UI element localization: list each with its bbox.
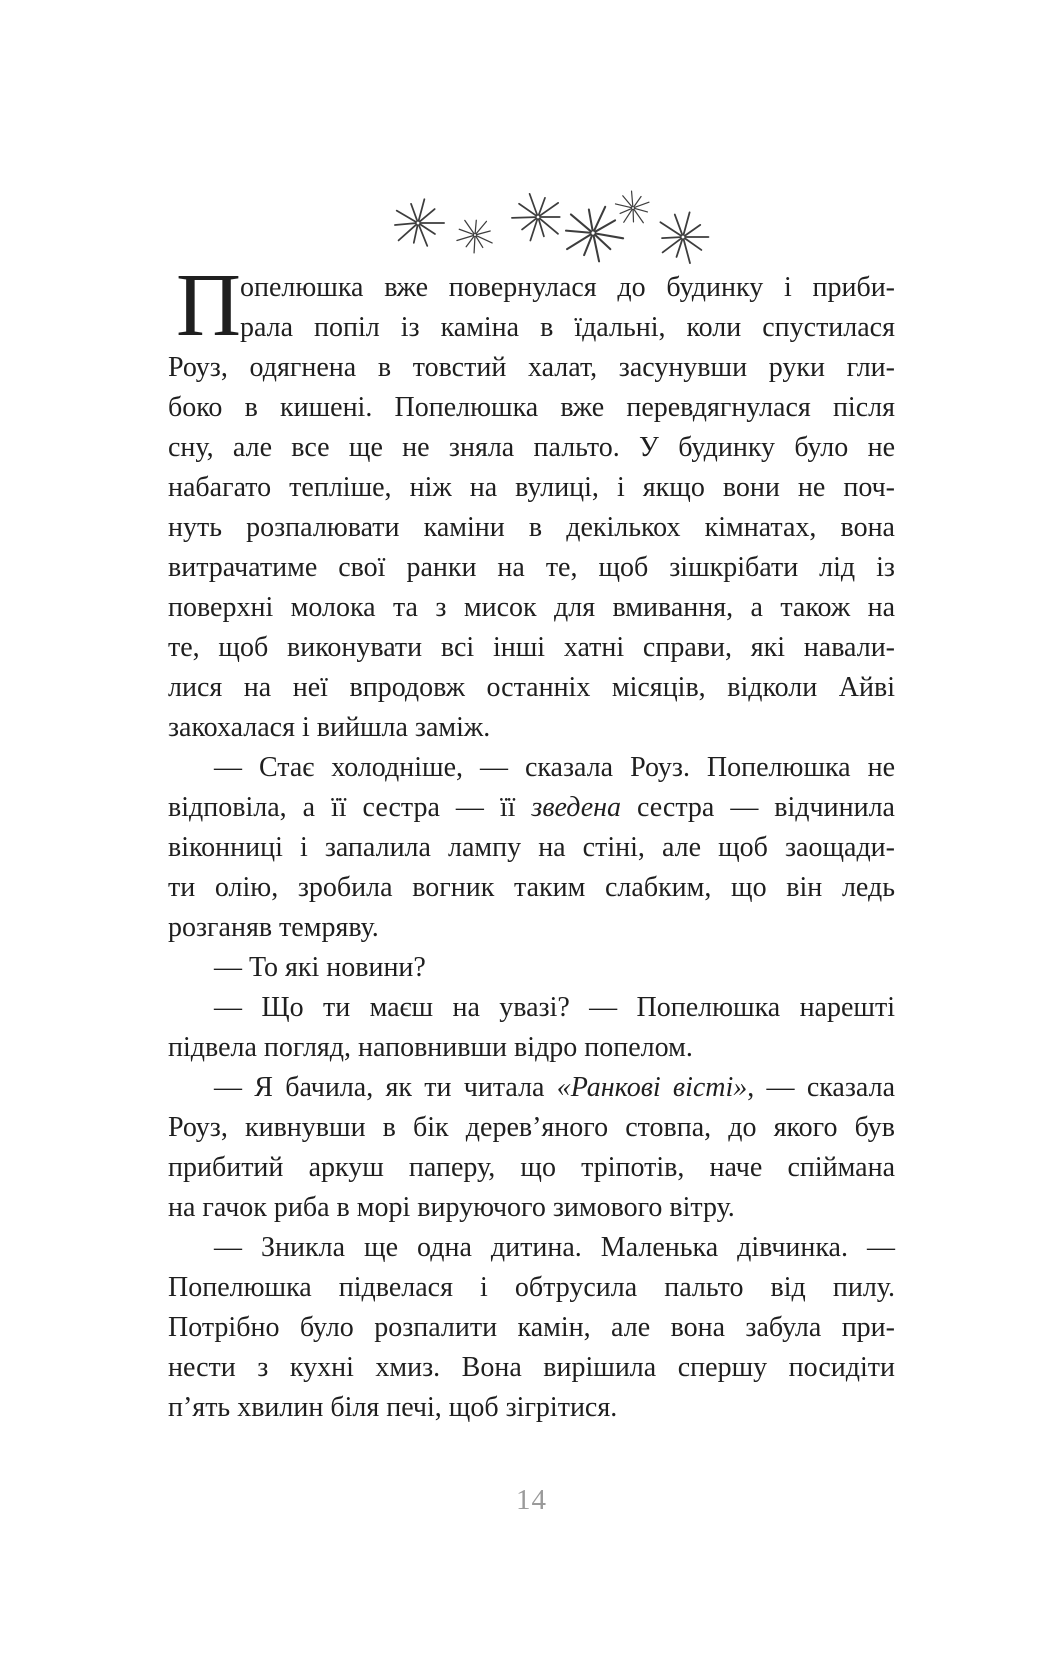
text-segment: підвела погляд, наповнивши відро попелом. — [168, 1032, 693, 1063]
paragraph — [168, 748, 895, 948]
paragraph — [168, 1228, 895, 1428]
paragraph — [168, 1068, 895, 1228]
text-segment: витрачатиме свої ранки на те, щоб зішкрібати лід із — [168, 552, 895, 583]
text-segment: нуть розпалювати каміни в декількох кімнатах, вона — [168, 512, 895, 543]
paragraph — [168, 256, 895, 748]
text-segment: боко в кишені. Попелюшка вже перевдягнулася після — [168, 392, 895, 423]
text-line — [168, 868, 895, 908]
text-line — [168, 828, 895, 868]
text-segment: прибитий аркуш паперу, що тріпотів, наче спіймана — [168, 1152, 895, 1183]
paragraph — [168, 988, 895, 1068]
text-segment: віконниці і запалила лампу на стіні, але щоб заощади- — [168, 832, 895, 863]
text-segment: Попелюшка підвелася і обтрусила пальто від пилу. — [168, 1272, 895, 1303]
text-segment: , — сказала — [747, 1072, 895, 1103]
text-segment: — То які новини? — [214, 952, 426, 983]
text-line — [168, 468, 895, 508]
text-line — [168, 668, 895, 708]
text-line — [168, 348, 895, 388]
text-line — [168, 388, 895, 428]
text-line — [168, 628, 895, 668]
italic-text: зведена — [531, 792, 622, 823]
text-segment: відповіла, а її сестра — її — [168, 792, 532, 823]
text-segment: лися на неї впродовж останніх місяців, відколи Айві — [168, 672, 895, 703]
italic-text: «Ранкові вісті» — [556, 1072, 748, 1103]
text-line — [168, 1028, 895, 1068]
text-line — [168, 1268, 895, 1308]
text-segment: опелюшка вже повернулася до будинку і приби- — [240, 272, 895, 303]
text-line — [168, 1108, 895, 1148]
text-segment: ти олію, зробила вогник таким слабким, що він ледь — [168, 872, 895, 903]
text-line — [168, 1228, 895, 1268]
text-line — [168, 1348, 895, 1388]
text-segment: — Зникла ще одна дитина. Маленька дівчинка. — — [214, 1232, 895, 1263]
paragraph — [168, 948, 895, 988]
text-line — [168, 308, 895, 348]
text-line — [168, 588, 895, 628]
text-line — [168, 948, 895, 988]
text-line — [168, 1188, 895, 1228]
text-segment: сестра — відчинила — [621, 792, 895, 823]
text-line — [168, 548, 895, 588]
text-line — [168, 748, 895, 788]
text-segment: — Що ти маєш на увазі? — Попелюшка нарешті — [214, 992, 895, 1023]
sparkle-star-icon — [389, 194, 447, 252]
text-segment: нести з кухні хмиз. Вона вирішила спершу посидіти — [168, 1352, 895, 1383]
sparkle-star-icon — [447, 207, 503, 263]
page-text — [168, 256, 895, 1428]
text-segment: сну, але все ще не зняла пальто. У будинку було не — [168, 432, 895, 463]
text-segment: те, щоб виконувати всі інші хатні справи, які навали- — [168, 632, 895, 663]
text-segment: рала попіл із каміна в їдальні, коли спустилася — [240, 312, 895, 343]
text-line — [168, 268, 895, 308]
text-line — [168, 788, 895, 828]
text-segment: — Стає холодніше, — сказала Роуз. Попелюшка не — [214, 752, 895, 783]
text-segment: Роуз, кивнувши в бік дерев’яного стовпа, до якого був — [168, 1112, 895, 1143]
text-segment: розганяв темряву. — [168, 912, 379, 943]
text-segment: — Я бачила, як ти читала — [214, 1072, 557, 1103]
text-line — [168, 1148, 895, 1188]
text-line — [168, 708, 895, 748]
text-segment: Потрібно було розпалити камін, але вона забула при- — [168, 1312, 895, 1343]
text-segment: Роуз, одягнена в товстий халат, засунувши руки гли- — [168, 352, 895, 383]
text-segment: набагато тепліше, ніж на вулиці, і якщо вони не поч- — [168, 472, 895, 503]
text-segment: закохалася і вийшла заміж. — [168, 712, 491, 743]
chapter-ornament — [0, 0, 1063, 280]
text-line — [168, 988, 895, 1028]
text-segment: поверхні молока та з мисок для вмивання, а також на — [168, 592, 895, 623]
text-line — [168, 1388, 895, 1428]
text-line — [168, 1308, 895, 1348]
text-segment: п’ять хвилин біля печі, щоб зігрітися. — [168, 1392, 618, 1423]
text-line — [168, 508, 895, 548]
drop-cap: П — [176, 256, 241, 355]
text-segment: на гачок риба в морі вируючого зимового вітру. — [168, 1192, 735, 1223]
page-number: 14 — [516, 1484, 547, 1516]
text-line — [168, 908, 895, 948]
text-line — [168, 1068, 895, 1108]
text-line — [168, 428, 895, 468]
